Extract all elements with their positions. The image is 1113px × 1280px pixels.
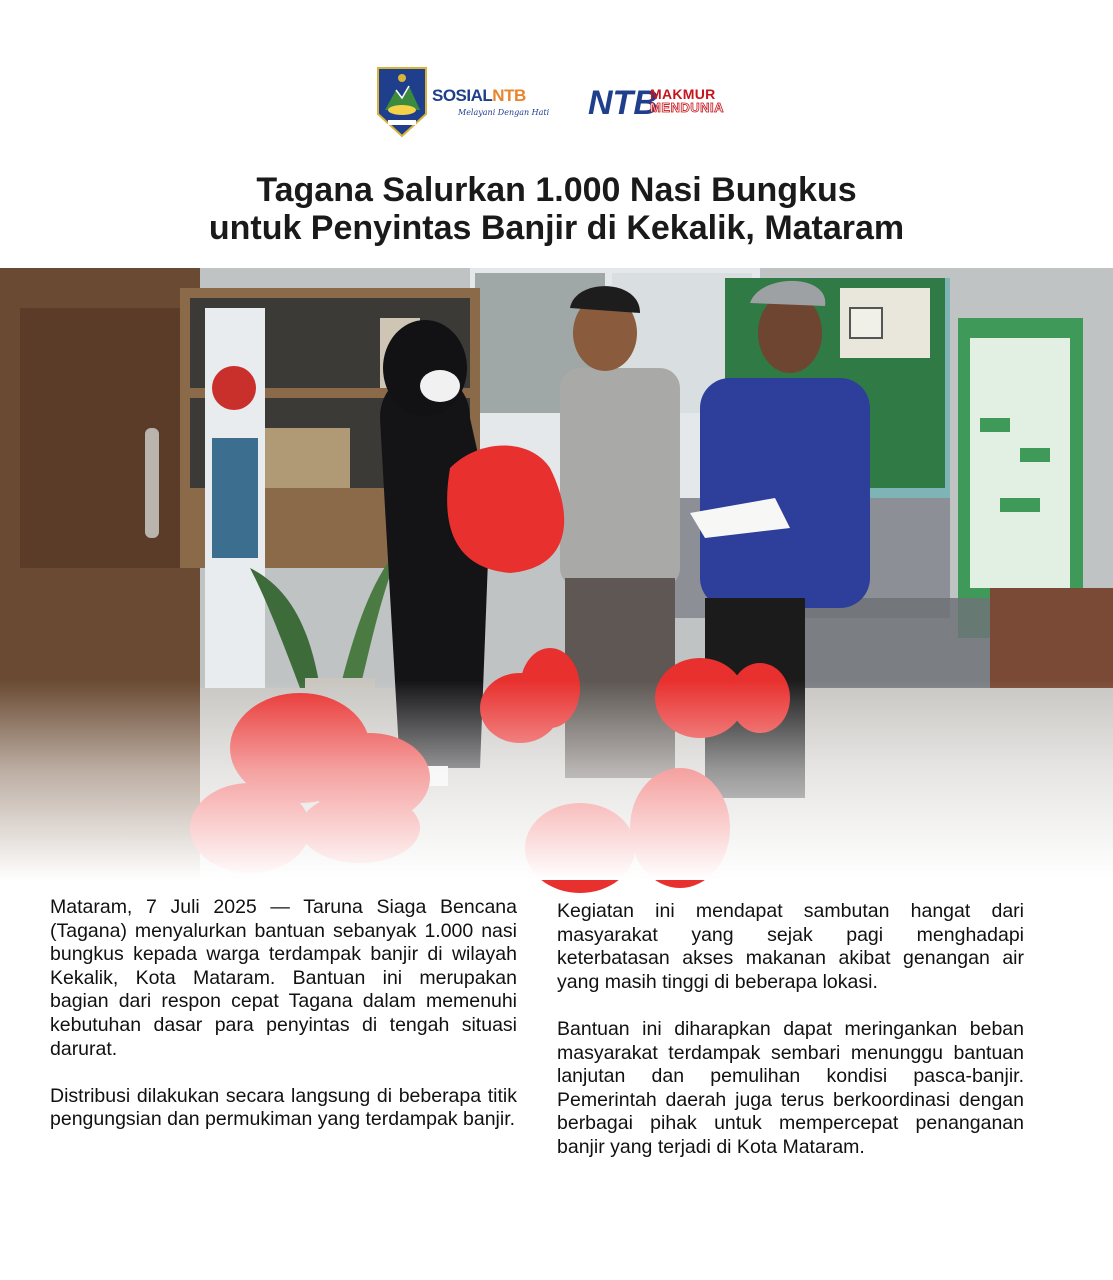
logo-mendunia: MENDUNIA xyxy=(650,100,725,115)
sosial-ntb-logo: SOSIALNTB Melayani Dengan Hati xyxy=(432,86,550,117)
ntb-mark-icon xyxy=(588,80,658,122)
title-line-1: Tagana Salurkan 1.000 Nasi Bungkus xyxy=(256,171,857,209)
title-line-2: untuk Penyintas Banjir di Kekalik, Mataram xyxy=(208,209,905,247)
header-logos xyxy=(0,62,1113,142)
person-blue-jacket xyxy=(700,378,870,608)
person-grey-shirt xyxy=(560,368,680,588)
paragraph: Kegiatan ini mendapat sambutan hangat dari masyarakat yang sejak pagi menghadapi keterbatasan akses makanan akibat genangan air yang masih tinggi di beberapa lokasi. xyxy=(557,900,1024,993)
article-body-right-column xyxy=(557,900,1024,1183)
provincial-crest-icon xyxy=(376,66,428,138)
article-title xyxy=(0,171,1113,247)
logo-makmur: MAKMUR xyxy=(650,86,716,102)
article-photo xyxy=(0,268,1113,880)
paragraph: Mataram, 7 Juli 2025 — Taruna Siaga Bencana (Tagana) menyalurkan bantuan sebanyak 1.000 nasi bungkus kepada warga terdampak banjir di wilayah Kekalik, Kota Mataram. Bantuan ini merupakan bagian dari respon cepat Tagana dalam memenuhi kebutuhan dasar para penyintas di tengah situasi darurat. xyxy=(50,896,517,1060)
logo-tagline: Melayani Dengan Hati xyxy=(458,108,550,117)
paragraph: Bantuan ini diharapkan dapat meringankan beban masyarakat terdampak sembari menunggu bantuan lanjutan dan pemulihan kondisi pasca-banjir. Pemerintah daerah juga terus berkoordinasi dengan berbagai pihak untuk mempercepat penanganan banjir yang terjadi di Kota Mataram. xyxy=(557,1017,1024,1158)
paragraph: Distribusi dilakukan secara langsung di beberapa titik pengungsian dan permukiman yang terdampak banjir. xyxy=(50,1084,517,1131)
svg-text:NTB: NTB xyxy=(588,84,658,122)
article-body-left-column xyxy=(50,896,517,1156)
ntb-makmur-mendunia-logo xyxy=(588,80,725,122)
photo-fade-overlay xyxy=(0,680,1113,880)
door-handle xyxy=(145,428,159,538)
